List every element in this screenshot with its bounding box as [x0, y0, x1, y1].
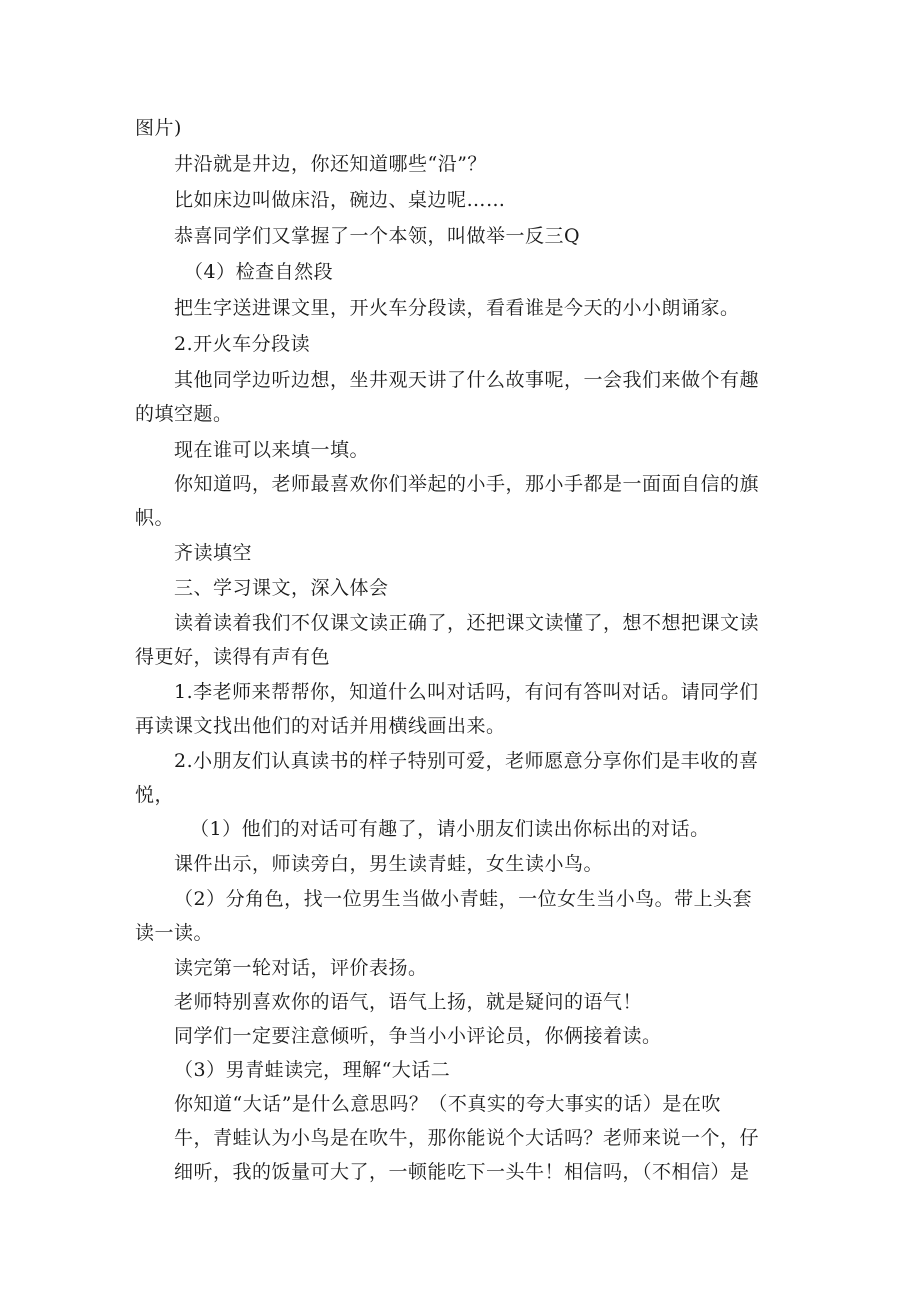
- text-line-15: 读着读着我们不仅课文读正确了，还把课文读懂了，想不想把课文读: [174, 612, 760, 634]
- text-line-3: 比如床边叫做床沿，碗边、桌边呢……: [174, 189, 506, 211]
- text-line-6: 把生字送进课文里，开火车分段读，看看谁是今天的小小朗诵家。: [174, 297, 740, 319]
- text-line-20: 悦，: [135, 784, 175, 806]
- text-line-10: 现在谁可以来填一填。: [174, 439, 370, 461]
- text-line-13: 齐读填空: [174, 542, 253, 564]
- text-line-14: 三、学习课文，深入体会: [174, 577, 389, 599]
- text-line-12: 帜。: [135, 507, 175, 529]
- text-line-9: 的填空题。: [135, 403, 233, 425]
- text-line-11: 你知道吗，老师最喜欢你们举起的小手，那小手都是一面面自信的旗: [174, 473, 760, 495]
- text-line-18: 再读课文找出他们的对话并用横线画出来。: [135, 715, 506, 737]
- text-line-17: 1.李老师来帮帮你，知道什么叫对话吗，有问有答叫对话。请同学们: [174, 681, 759, 703]
- text-line-29: 你知道“大话”是什么意思吗？（不真实的夸大事实的话）是在吹: [174, 1093, 721, 1115]
- text-line-21: （1）他们的对话可有趣了，请小朋友们读出你标出的对话。: [190, 818, 710, 840]
- text-line-2: 井沿就是井边，你还知道哪些“沿”？: [174, 153, 487, 175]
- text-line-26: 老师特别喜欢你的语气，语气上扬，就是疑问的语气！: [174, 991, 643, 1013]
- text-line-16: 得更好，读得有声有色: [135, 646, 331, 668]
- text-line-1: 图片): [135, 117, 182, 139]
- text-line-24: 读一读。: [135, 922, 214, 944]
- text-line-19: 2.小朋友们认真读书的样子特别可爱，老师愿意分享你们是丰收的喜: [174, 750, 759, 772]
- text-line-22: 课件出示，师读旁白，男生读青蛙，女生读小鸟。: [174, 853, 604, 875]
- text-line-8: 其他同学边听边想，坐井观天讲了什么故事呢，一会我们来做个有趣: [174, 369, 760, 391]
- text-line-4: 恭喜同学们又掌握了一个本领，叫做举一反三Q: [174, 225, 581, 247]
- text-line-25: 读完第一轮对话，评价表扬。: [174, 957, 428, 979]
- text-line-5: （4）检查自然段: [184, 261, 334, 283]
- text-line-31: 细听，我的饭量可大了，一顿能吃下一头牛！相信吗，（不相信）是: [174, 1161, 750, 1183]
- text-line-30: 牛，青蛙认为小鸟是在吹牛，那你能说个大话吗？老师来说一个，仔: [174, 1127, 760, 1149]
- text-line-27: 同学们一定要注意倾听，争当小小评论员，你俩接着读。: [174, 1025, 662, 1047]
- text-line-28: （3）男青蛙读完，理解“大话二: [174, 1059, 451, 1081]
- text-line-23: （2）分角色，找一位男生当做小青蛙，一位女生当小鸟。带上头套: [174, 888, 753, 910]
- text-line-7: 2.开火车分段读: [174, 333, 311, 355]
